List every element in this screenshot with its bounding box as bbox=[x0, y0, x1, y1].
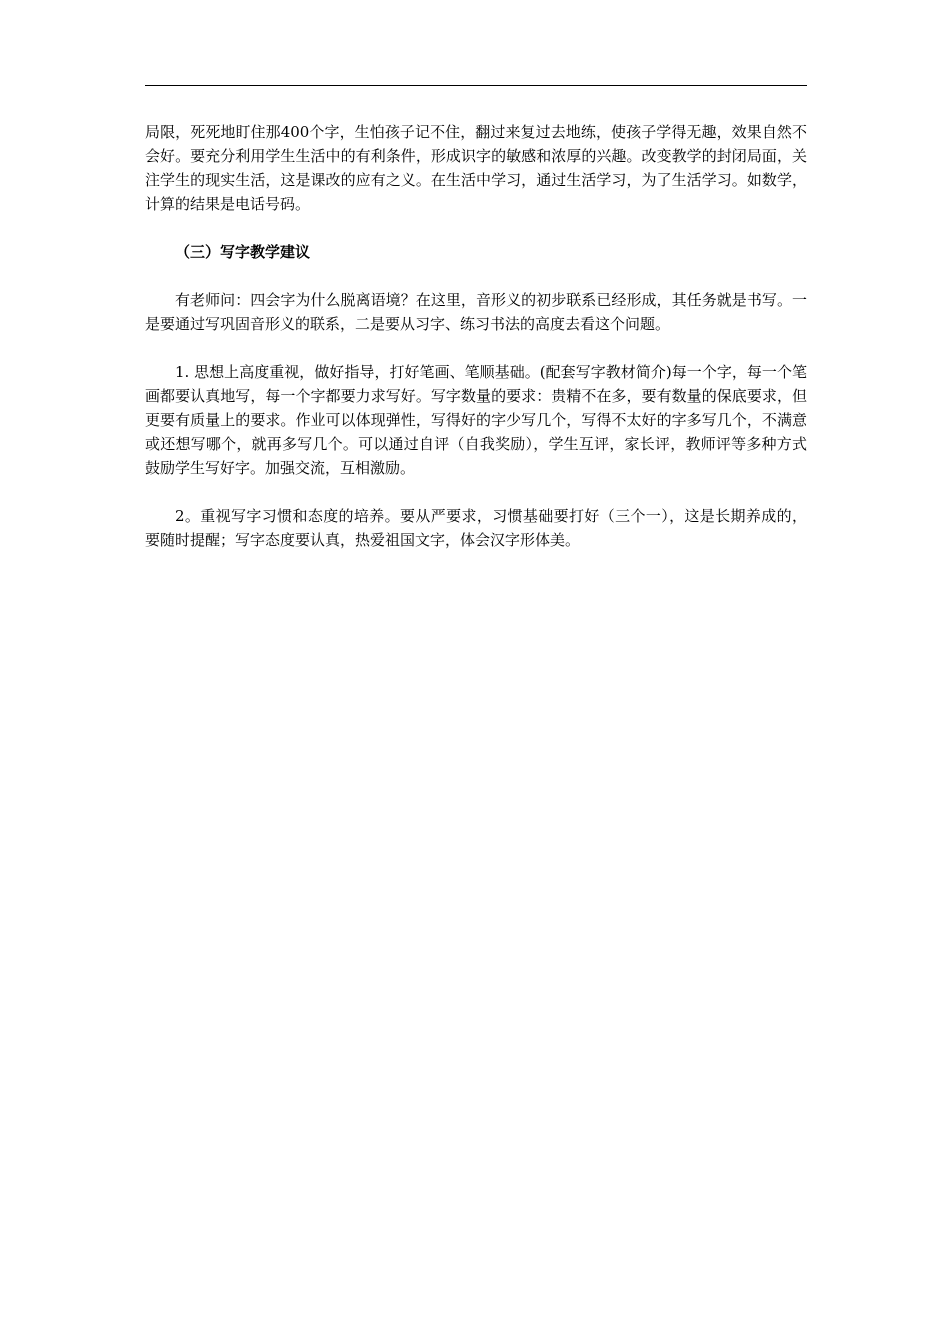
section-heading-writing: （三）写字教学建议 bbox=[175, 243, 311, 261]
paragraph-gap bbox=[145, 216, 807, 240]
document-body bbox=[145, 120, 807, 552]
header-rule bbox=[145, 85, 807, 86]
paragraph-gap bbox=[145, 480, 807, 504]
paragraph-writing-point-2: 2。重视写字习惯和态度的培养。要从严要求，习惯基础要打好（三个一），这是长期养成的，要随时提醒；写字态度要认真，热爱祖国文字，体会汉字形体美。 bbox=[145, 507, 807, 549]
paragraph-writing-intro: 有老师问：四会字为什么脱离语境？在这里，音形义的初步联系已经形成，其任务就是书写。一是要通过写巩固音形义的联系，二是要从习字、练习书法的高度去看这个问题。 bbox=[145, 291, 807, 333]
paragraph-writing-point-1: 1. 思想上高度重视，做好指导，打好笔画、笔顺基础。(配套写字教材简介)每一个字，每一个笔画都要认真地写，每一个字都要力求写好。写字数量的要求：贵精不在多，要有数量的保底要求，但更要有质量上的要求。作业可以体现弹性，写得好的字少写几个，写得不太好的字多写几个，不满意或还想写哪个，就再多写几个。可以通过自评（自我奖励），学生互评，家长评，教师评等多种方式鼓励学生写好字。加强交流，互相激励。 bbox=[145, 363, 807, 477]
paragraph-literacy-continuation: 局限，死死地盯住那400个字，生怕孩子记不住，翻过来复过去地练，使孩子学得无趣，效果自然不会好。要充分利用学生生活中的有利条件，形成识字的敏感和浓厚的兴趣。改变教学的封闭局面，关注学生的现实生活，这是课改的应有之义。在生活中学习，通过生活学习，为了生活学习。如数学，计算的结果是电话号码。 bbox=[145, 123, 807, 213]
paragraph-gap bbox=[145, 336, 807, 360]
paragraph-gap bbox=[145, 264, 807, 288]
